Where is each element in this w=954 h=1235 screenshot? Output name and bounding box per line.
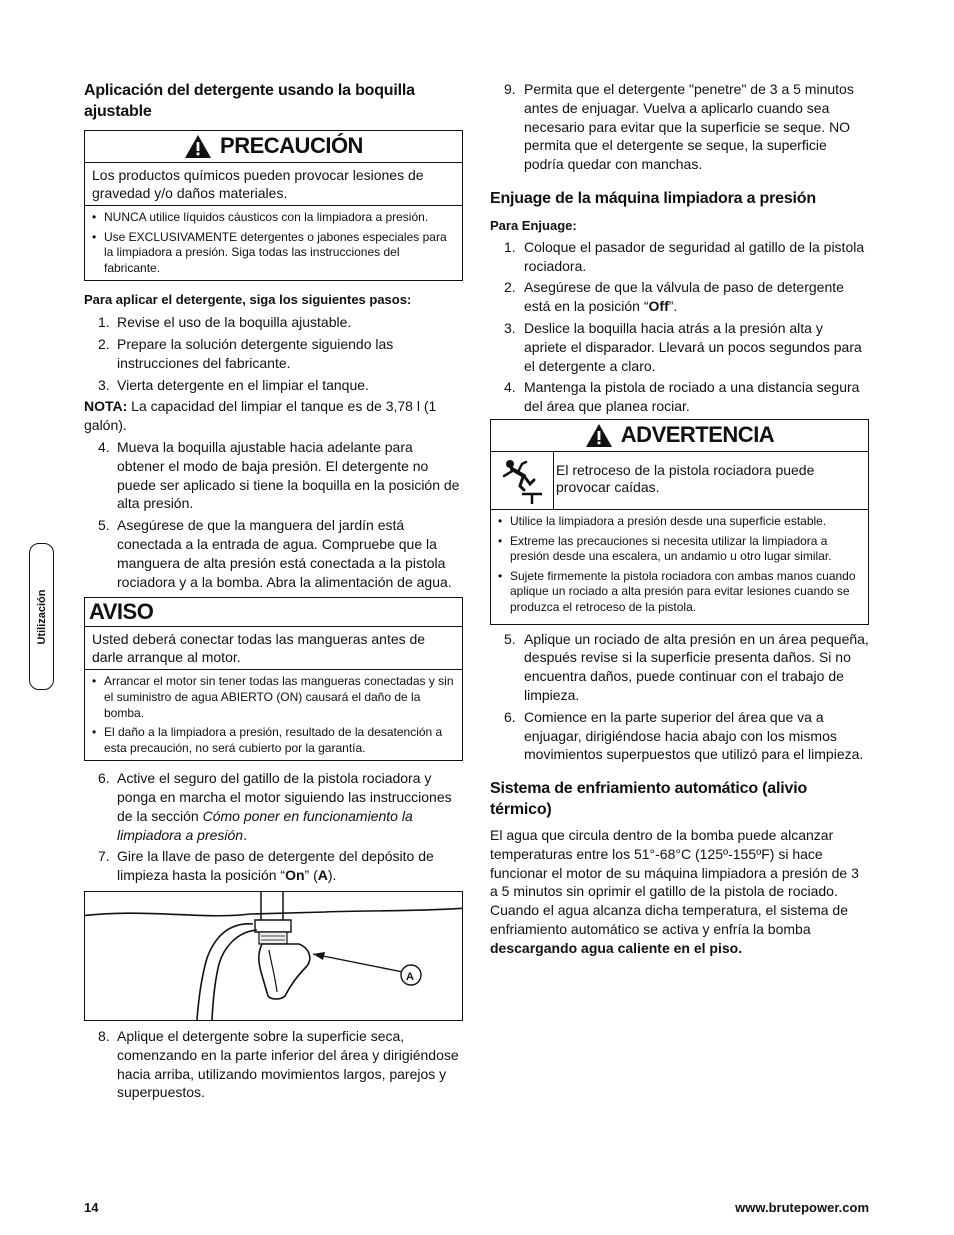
list-item [490,319,869,375]
steps-list-b [84,438,463,591]
caution-title: PRECAUCIÓN [220,133,363,159]
website-url[interactable]: www.brutepower.com [735,1200,869,1215]
step-number: 4. [504,379,516,396]
step-text: Coloque el pasador de seguridad al gatillo de la pistola rociadora. [524,238,865,274]
step-text: ” ( [304,867,318,884]
caution-message: Los productos químicos pueden provocar lesiones de gravedad y/o daños materiales. [85,163,462,206]
rinse-steps-2 [490,630,869,765]
step-text: Revise el uso de la boquilla ajustable. [117,314,352,331]
list-item [84,516,463,591]
list-item [84,1027,463,1102]
step-number: 8. [98,1028,110,1045]
left-column [84,80,463,1105]
step-number: 2. [98,335,110,352]
list-item [84,769,463,844]
list-item: • Use EXCLUSIVAMENTE detergentes o jabones especiales para la limpiadora a presión. Siga todas las instrucciones del fabricante. [90,230,458,277]
note-text: La capacidad del limpiar el tanque es de 3,78 l (1 galón). [84,398,437,434]
note-label: NOTA: [84,398,128,415]
step-text: Vierta detergente en el limpiar el tanque. [117,376,369,393]
heading-thermal-relief: Sistema de enfriamiento automático (alivio térmico) [490,780,808,819]
step-number: 9. [504,81,516,97]
step-text: Comience en la parte superior del área que va a enjuagar, dirigiéndose hacia abajo con los mismos movimientos superpuestos que utilizó para el limpieza. [524,708,864,763]
list-item [490,630,869,705]
caution-bullets [85,206,462,280]
step-number: 3. [98,376,110,393]
list-item [490,708,869,764]
step-text: Prepare la solución detergente siguiendo las instrucciones del fabricante. [117,335,394,371]
page-number: 14 [84,1200,99,1215]
warning-triangle-icon [585,423,613,448]
note [84,397,463,435]
steps-list-a [84,313,463,394]
step-bold: A [317,867,328,884]
callout-label-a: A [406,971,414,984]
list-item [84,313,463,332]
warning-message-row [491,452,868,510]
list-item [490,238,869,276]
step-number: 6. [98,770,110,787]
notice-message: Usted deberá conectar todas las mangueras antes de darle arranque al motor. [85,627,462,670]
step-text: Mueva la boquilla ajustable hacia adelante para obtener el modo de baja presión. El detergente no puede ser aplicado si tiene la boquilla en la posición de alta presión. [117,438,460,512]
warning-box [490,419,869,625]
list-item [490,278,869,316]
step-text: Permita que el detergente "penetre" de 3 a 5 minutos antes de enjuagar. Vuelva a aplicarlo cuando sea necesario para evitar que la superficie se seque. NO permita que el detergente se seque, la superficie podría quedar con manchas. [524,81,854,173]
list-item: • Utilice la limpiadora a presión desde una superficie estable. [496,514,864,530]
list-item: • NUNCA utilice líquidos cáusticos con la limpiadora a presión. [90,210,458,226]
heading-detergent: Aplicación del detergente usando la boquilla ajustable [84,82,415,120]
list-item: • El daño a la limpiadora a presión, resultado de la desatención a esta precaución, no será cubierto por la garantía. [90,725,458,756]
warning-header [491,420,868,452]
notice-header [85,598,462,627]
step-text: Gire la llave de paso de detergente del depósito de limpieza hasta la posición “ [117,848,434,884]
list-item: • Sujete firmemente la pistola rociadora con ambas manos cuando aplique un rociado a alta presión para evitar lesiones cuando se produzca el retroceso de la pistola. [496,569,864,616]
paragraph-bold: descargando agua caliente en el piso. [490,939,743,956]
steps-list-d [84,1027,463,1102]
step-number: 6. [504,708,516,725]
notice-bullets [85,670,462,760]
step-text: Asegúrese de que la válvula de paso de detergente está en la posición “ [524,279,844,315]
fall-hazard-icon [491,452,554,509]
notice-box [84,597,463,761]
paragraph-text: El agua que circula dentro de la bomba puede alcanzar temperaturas entre los 51°-68°C (125º-155ºF) si hace funcionar el motor de su máquina limpiadora a presión de 3 a 5 minutos sin oprimir el gatillo de la pistola de rociado. Cuando el agua alcanza dicha temperatura, el sistema de enfriamiento automático se activa y enfría la bomba [490,827,859,938]
step-text: ). [327,867,337,884]
step-bold: On [285,867,305,884]
step-text: Mantenga la pistola de rociado a una distancia segura del área que planea rociar. [524,379,860,415]
step-number: 5. [98,517,110,534]
section-reference: Cómo poner en funcionamiento la limpiadora a presión [117,807,413,843]
step-text: Aplique un rociado de alta presión en un área pequeña, después revise si la superficie presenta daños. Si no encuentra daños, puede continuar con el trabajo de limpieza. [524,630,869,703]
step-number: 1. [504,238,516,255]
detergent-valve-illustration [85,892,462,1020]
list-item [490,80,869,174]
rinse-label: Para Enjuage: [490,217,577,233]
steps-intro: Para aplicar el detergente, siga los siguientes pasos: [84,292,412,308]
step-number: 1. [98,314,110,331]
warning-triangle-icon [184,134,212,159]
step-number: 4. [98,438,110,455]
step-text: Asegúrese de que la manguera del jardín está conectada a la entrada de agua. Compruebe que la manguera de alta presión está conectada a la pistola rociadora y a la bomba. Abra la alimentación de agua. [117,517,452,590]
section-tab [29,543,54,690]
step-text: Deslice la boquilla hacia atrás a la presión alta y apriete el disparador. Llevará un pocos segundos para el detergente a claro. [524,319,862,374]
right-column [490,80,869,958]
rinse-steps [490,238,869,416]
caution-header [85,131,462,163]
notice-title: AVISO [89,598,154,624]
step-bold: Off [648,298,669,315]
valve-figure [84,891,463,1021]
step-number: 2. [504,279,516,296]
list-item: • Arrancar el motor sin tener todas las mangueras conectadas y sin el suministro de agua ABIERTO (ON) causará el daño de la bomba. [90,674,458,721]
list-item [84,847,463,885]
step-9-list [490,80,869,174]
step-number: 3. [504,319,516,336]
steps-list-c [84,769,463,885]
warning-bullets [491,510,868,624]
step-text: ”. [668,298,678,315]
thermal-paragraph [490,826,869,958]
list-item [84,376,463,395]
warning-title: ADVERTENCIA [620,422,775,448]
list-item [84,438,463,513]
step-text: Aplique el detergente sobre la superficie seca, comenzando en la parte inferior del área y dirigiéndose hacia arriba, utilizando movimientos largos, parejos y superpuestos. [117,1028,459,1101]
list-item: • Extreme las precauciones si necesita utilizar la limpiadora a presión desde una escalera, un andamio u otro lugar similar. [496,534,864,565]
list-item [490,378,869,416]
step-text: Active el seguro del gatillo de la pistola rociadora y ponga en marcha el motor siguiendo las instrucciones de la sección [117,770,452,824]
step-text: . [243,826,247,843]
warning-message: El retroceso de la pistola rociadora puede provocar caídas. [556,461,815,496]
step-number: 5. [504,630,516,647]
section-tab-label: Utilización [35,588,48,645]
heading-rinse: Enjuage de la máquina limpiadora a presión [490,189,816,207]
caution-box [84,130,463,281]
step-number: 7. [98,848,110,865]
list-item [84,335,463,373]
